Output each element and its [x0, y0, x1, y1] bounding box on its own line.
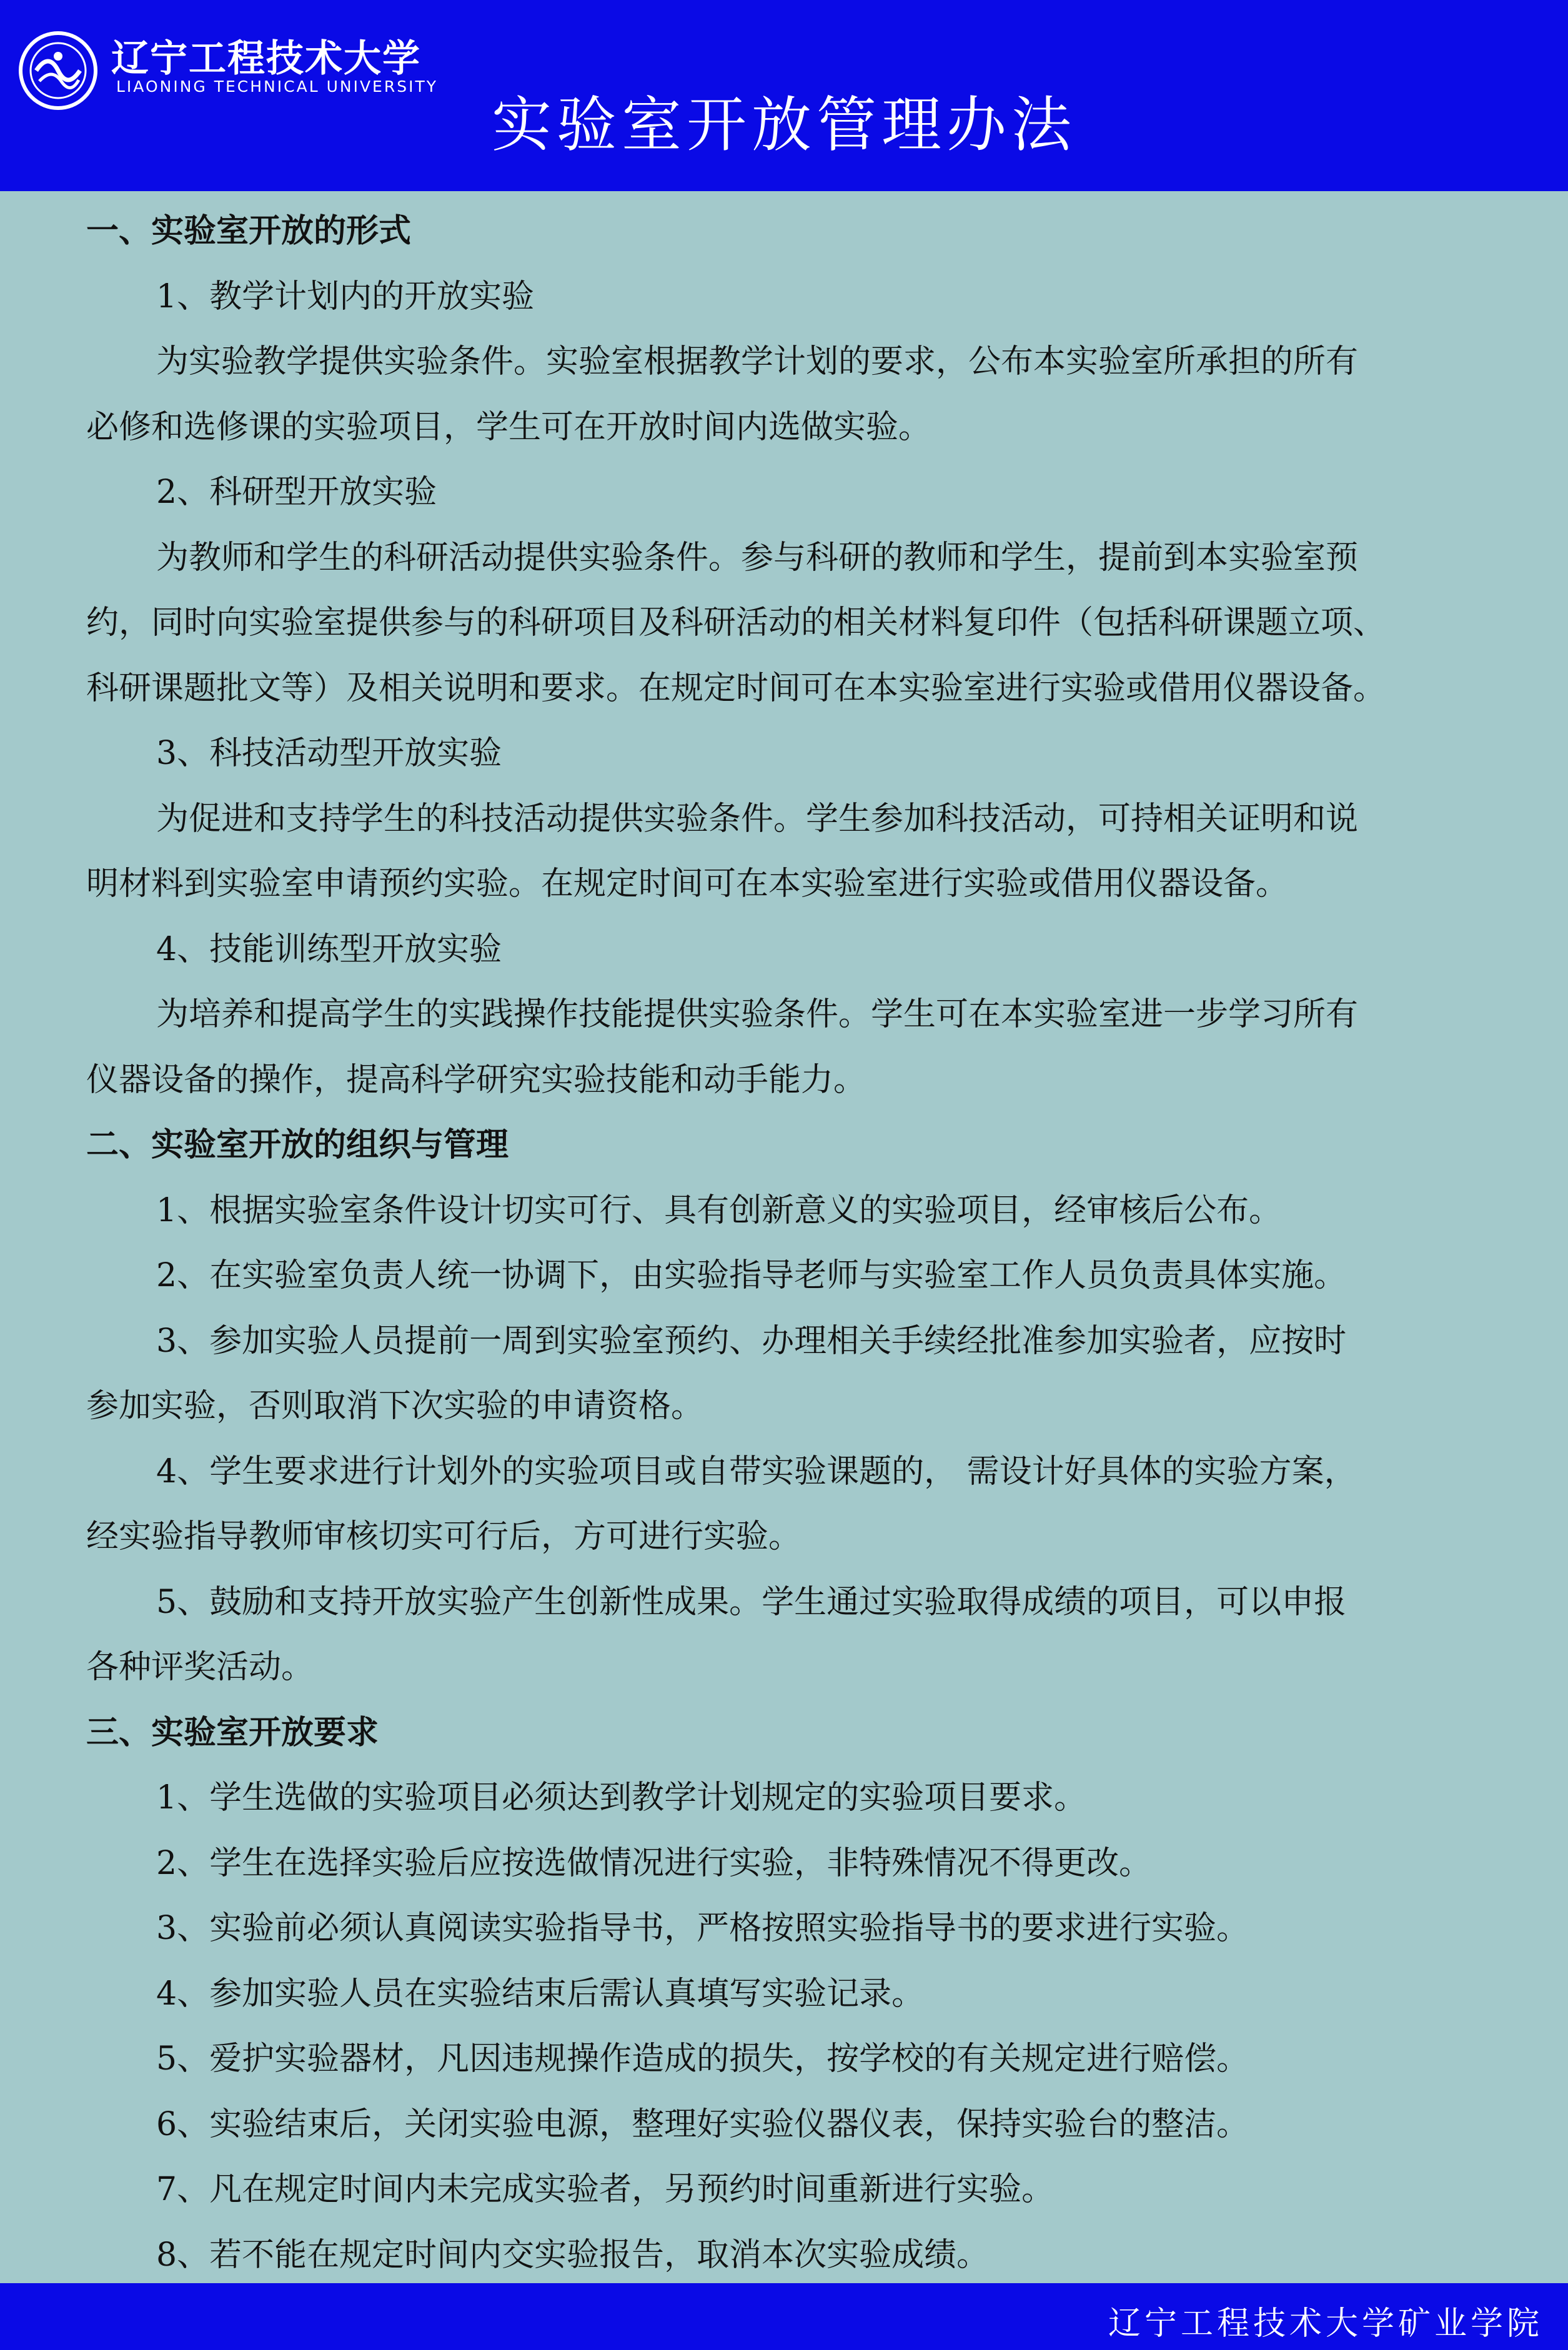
section-heading: 二、实验室开放的组织与管理	[86, 1126, 509, 1164]
paragraph-line: 各种评奖活动。	[86, 1648, 314, 1686]
footer-institution: 辽宁工程技术大学矿业学院	[1108, 2305, 1543, 2343]
paragraph-line: 3、实验前必须认真阅读实验指导书，严格按照实验指导书的要求进行实验。	[156, 1910, 1249, 1947]
logo-english-name: LIAONING TECHNICAL UNIVERSITY	[116, 77, 438, 96]
paragraph-line: 为促进和支持学生的科技活动提供实验条件。学生参加科技活动，可持相关证明和说	[156, 800, 1359, 838]
section-heading: 一、实验室开放的形式	[86, 212, 412, 250]
paragraph-line: 3、参加实验人员提前一周到实验室预约、办理相关手续经批准参加实验者，应按时	[156, 1322, 1347, 1360]
paragraph-line: 科研课题批文等）及相关说明和要求。在规定时间可在本实验室进行实验或借用仪器设备。	[86, 669, 1386, 707]
paragraph-line: 2、在实验室负责人统一协调下，由实验指导老师与实验室工作人员负责具体实施。	[156, 1257, 1347, 1294]
paragraph-line: 1、根据实验室条件设计切实可行、具有创新意义的实验项目，经审核后公布。	[156, 1191, 1282, 1229]
paragraph-line: 4、学生要求进行计划外的实验项目或自带实验课题的， 需设计好具体的实验方案，	[156, 1452, 1357, 1490]
paragraph-line: 3、科技活动型开放实验	[156, 735, 502, 772]
paragraph-line: 4、参加实验人员在实验结束后需认真填写实验记录。	[156, 1975, 925, 2013]
paragraph-line: 5、爱护实验器材，凡因违规操作造成的损失，按学校的有关规定进行赔偿。	[156, 2040, 1249, 2078]
paragraph-line: 1、学生选做的实验项目必须达到教学计划规定的实验项目要求。	[156, 1779, 1087, 1817]
logo-chinese-name: 辽宁工程技术大学	[111, 37, 421, 81]
paragraph-line: 2、科研型开放实验	[156, 473, 437, 511]
paragraph-line: 4、技能训练型开放实验	[156, 930, 502, 968]
paragraph-line: 7、凡在规定时间内未完成实验者，另预约时间重新进行实验。	[156, 2171, 1054, 2208]
paragraph-line: 6、实验结束后，关闭实验电源，整理好实验仪器仪表，保持实验台的整洁。	[156, 2105, 1249, 2143]
paragraph-line: 1、教学计划内的开放实验	[156, 277, 535, 315]
paragraph-line: 参加实验，否则取消下次实验的申请资格。	[86, 1387, 704, 1425]
section-heading: 三、实验室开放要求	[86, 1713, 379, 1752]
paragraph-line: 明材料到实验室申请预约实验。在规定时间可在本实验室进行实验或借用仪器设备。	[86, 865, 1289, 903]
paragraph-line: 经实验指导教师审核切实可行后，方可进行实验。	[86, 1518, 801, 1555]
paragraph-line: 2、学生在选择实验后应按选做情况进行实验，非特殊情况不得更改。	[156, 1844, 1152, 1882]
paragraph-line: 必修和选修课的实验项目，学生可在开放时间内选做实验。	[86, 408, 931, 446]
paragraph-line: 仪器设备的操作，提高科学研究实验技能和动手能力。	[86, 1061, 866, 1099]
paragraph-line: 8、若不能在规定时间内交实验报告，取消本次实验成绩。	[156, 2236, 990, 2274]
paragraph-line: 为培养和提高学生的实践操作技能提供实验条件。学生可在本实验室进一步学习所有	[156, 996, 1359, 1033]
paragraph-line: 为实验教学提供实验条件。实验室根据教学计划的要求，公布本实验室所承担的所有	[156, 343, 1359, 380]
paragraph-line: 5、鼓励和支持开放实验产生创新性成果。学生通过实验取得成绩的项目，可以申报	[156, 1583, 1347, 1621]
paragraph-line: 约，同时向实验室提供参与的科研项目及科研活动的相关材料复印件（包括科研课题立项、	[86, 604, 1386, 642]
header-banner	[0, 0, 1568, 191]
page-title: 实验室开放管理办法	[492, 90, 1076, 160]
footer-banner	[0, 2283, 1568, 2350]
paragraph-line: 为教师和学生的科研活动提供实验条件。参与科研的教师和学生，提前到本实验室预	[156, 538, 1359, 577]
document-body	[86, 199, 1486, 2288]
